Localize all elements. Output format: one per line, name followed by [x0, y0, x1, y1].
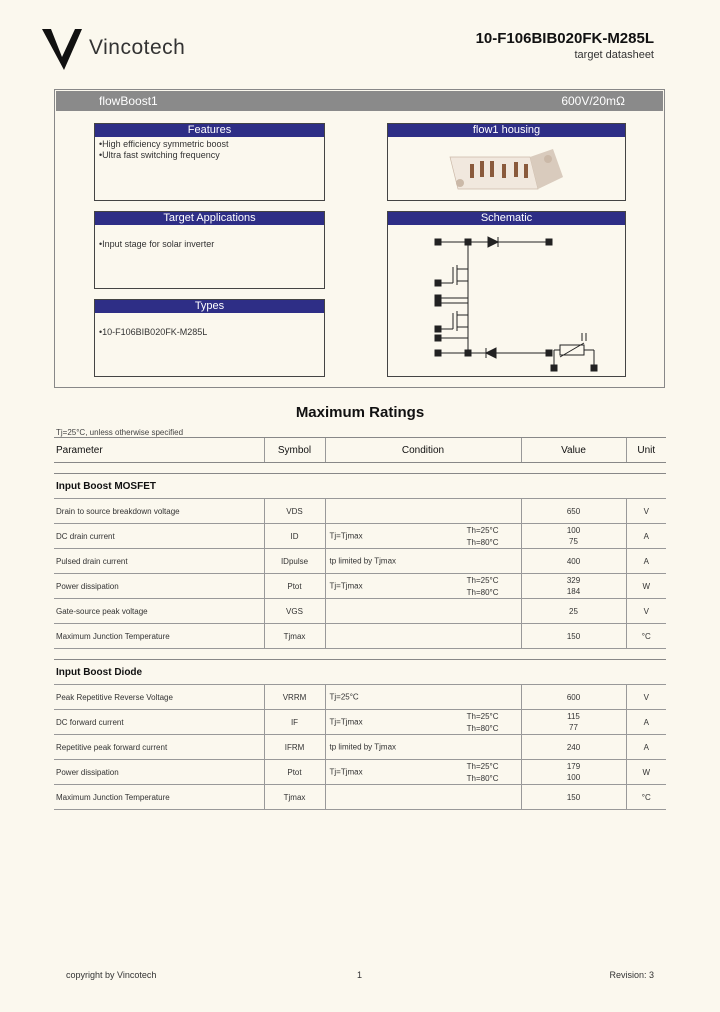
symbol-cell: Ptot [264, 760, 325, 785]
condition-text: Tj=Tjmax [329, 717, 363, 727]
list-item: • Input stage for solar inverter [99, 239, 320, 250]
symbol-cell: Ptot [264, 574, 325, 599]
table-row [54, 549, 666, 574]
temperature-condition: Th=25°C Th=80°C [466, 712, 499, 733]
temperature-condition: Th=25°C Th=80°C [466, 576, 499, 597]
unit-cell: A [626, 524, 666, 549]
applications-panel [94, 211, 325, 289]
value-cell: 115 77 [521, 710, 626, 735]
param-cell: Peak Repetitive Reverse Voltage [54, 685, 264, 710]
table-header [54, 438, 666, 463]
temperature-condition: Th=25°C Th=80°C [466, 762, 499, 783]
footer-revision: Revision: 3 [609, 970, 654, 980]
param-cell: Power dissipation [54, 760, 264, 785]
condition-text: Tj=Tjmax [329, 767, 363, 777]
footer-page-number: 1 [357, 970, 363, 980]
table-spacer [54, 649, 666, 660]
applications-title: Target Applications [95, 212, 324, 225]
applications-list [95, 225, 324, 252]
schematic-title: Schematic [388, 212, 625, 225]
col-unit: Unit [626, 438, 666, 463]
symbol-cell: VRRM [264, 685, 325, 710]
value-cell: 400 [521, 549, 626, 574]
list-item: • 10-F106BIB020FK-M285L [99, 327, 320, 338]
table-row [54, 735, 666, 760]
schematic-panel [387, 211, 626, 377]
condition-cell [325, 624, 521, 649]
section-title: Maximum Ratings [295, 404, 425, 421]
condition-cell [325, 549, 521, 574]
table-group-header [54, 660, 666, 685]
col-value: Value [521, 438, 626, 463]
condition-cell [325, 499, 521, 524]
table-row [54, 760, 666, 785]
types-panel [94, 299, 325, 377]
param-cell: Maximum Junction Temperature [54, 785, 264, 810]
table-row [54, 685, 666, 710]
symbol-cell: VGS [264, 599, 325, 624]
param-cell: Drain to source breakdown voltage [54, 499, 264, 524]
brand-name: Vincotech [89, 36, 186, 59]
symbol-cell: VDS [264, 499, 325, 524]
condition-cell [325, 785, 521, 810]
unit-cell: °C [626, 624, 666, 649]
table-row [54, 524, 666, 549]
unit-cell: V [626, 599, 666, 624]
condition-cell [325, 685, 521, 710]
condition-cell [325, 710, 521, 735]
param-cell: Maximum Junction Temperature [54, 624, 264, 649]
table-row [54, 785, 666, 810]
document-type: target datasheet [574, 49, 654, 61]
table-group-header [54, 474, 666, 499]
table-spacer [54, 463, 666, 474]
table-row [54, 499, 666, 524]
symbol-cell: IFRM [264, 735, 325, 760]
module-housing-image [388, 137, 625, 199]
unit-cell: °C [626, 785, 666, 810]
temperature-condition: Th=25°C Th=80°C [466, 526, 499, 547]
types-title: Types [95, 300, 324, 313]
condition-cell [325, 599, 521, 624]
schematic-diagram [388, 225, 625, 375]
unit-cell: A [626, 735, 666, 760]
param-cell: DC forward current [54, 710, 264, 735]
symbol-cell: IF [264, 710, 325, 735]
condition-text: Tj=Tjmax [329, 531, 363, 541]
condition-text: tp limited by Tjmax [329, 742, 397, 752]
condition-text: tp limited by Tjmax [329, 556, 397, 566]
features-panel [94, 123, 325, 201]
value-cell: 150 [521, 624, 626, 649]
ratings-table [54, 437, 666, 810]
value-cell: 150 [521, 785, 626, 810]
condition-cell [325, 574, 521, 599]
list-item: • High efficiency symmetric boost [99, 139, 320, 150]
group-name: Input Boost Diode [54, 660, 666, 685]
value-cell: 25 [521, 599, 626, 624]
param-cell: DC drain current [54, 524, 264, 549]
product-rating: 600V/20mΩ [561, 94, 625, 108]
condition-cell [325, 524, 521, 549]
condition-cell [325, 760, 521, 785]
param-cell: Pulsed drain current [54, 549, 264, 574]
unit-cell: W [626, 574, 666, 599]
table-row [54, 574, 666, 599]
features-title: Features [95, 124, 324, 137]
col-condition: Condition [325, 438, 521, 463]
unit-cell: V [626, 685, 666, 710]
value-cell: 179 100 [521, 760, 626, 785]
value-cell: 329 184 [521, 574, 626, 599]
col-symbol: Symbol [264, 438, 325, 463]
list-item: • Ultra fast switching frequency [99, 150, 320, 161]
unit-cell: V [626, 499, 666, 524]
unit-cell: A [626, 549, 666, 574]
housing-title: flow1 housing [388, 124, 625, 137]
condition-text: Tj=25°C [329, 692, 359, 702]
footer-copyright: copyright by Vincotech [66, 970, 157, 980]
symbol-cell: ID [264, 524, 325, 549]
table-row [54, 624, 666, 649]
group-name: Input Boost MOSFET [54, 474, 666, 499]
unit-cell: A [626, 710, 666, 735]
part-number: 10-F106BIB020FK-M285L [475, 30, 654, 47]
conditions-note: Tj=25°C, unless otherwise specified [56, 428, 184, 437]
value-cell: 600 [521, 685, 626, 710]
value-cell: 650 [521, 499, 626, 524]
vincotech-logo-icon [42, 27, 86, 71]
param-cell: Power dissipation [54, 574, 264, 599]
product-family: flowBoost1 [99, 94, 158, 108]
param-cell: Gate-source peak voltage [54, 599, 264, 624]
housing-panel [387, 123, 626, 201]
symbol-cell: Tjmax [264, 624, 325, 649]
col-parameter: Parameter [54, 438, 264, 463]
symbol-cell: Tjmax [264, 785, 325, 810]
value-cell: 100 75 [521, 524, 626, 549]
symbol-cell: IDpulse [264, 549, 325, 574]
unit-cell: W [626, 760, 666, 785]
param-cell: Repetitive peak forward current [54, 735, 264, 760]
value-cell: 240 [521, 735, 626, 760]
table-row [54, 599, 666, 624]
types-list [95, 313, 324, 340]
table-row [54, 710, 666, 735]
features-list [95, 137, 324, 163]
product-title-bar [56, 91, 663, 111]
condition-text: Tj=Tjmax [329, 581, 363, 591]
condition-cell [325, 735, 521, 760]
